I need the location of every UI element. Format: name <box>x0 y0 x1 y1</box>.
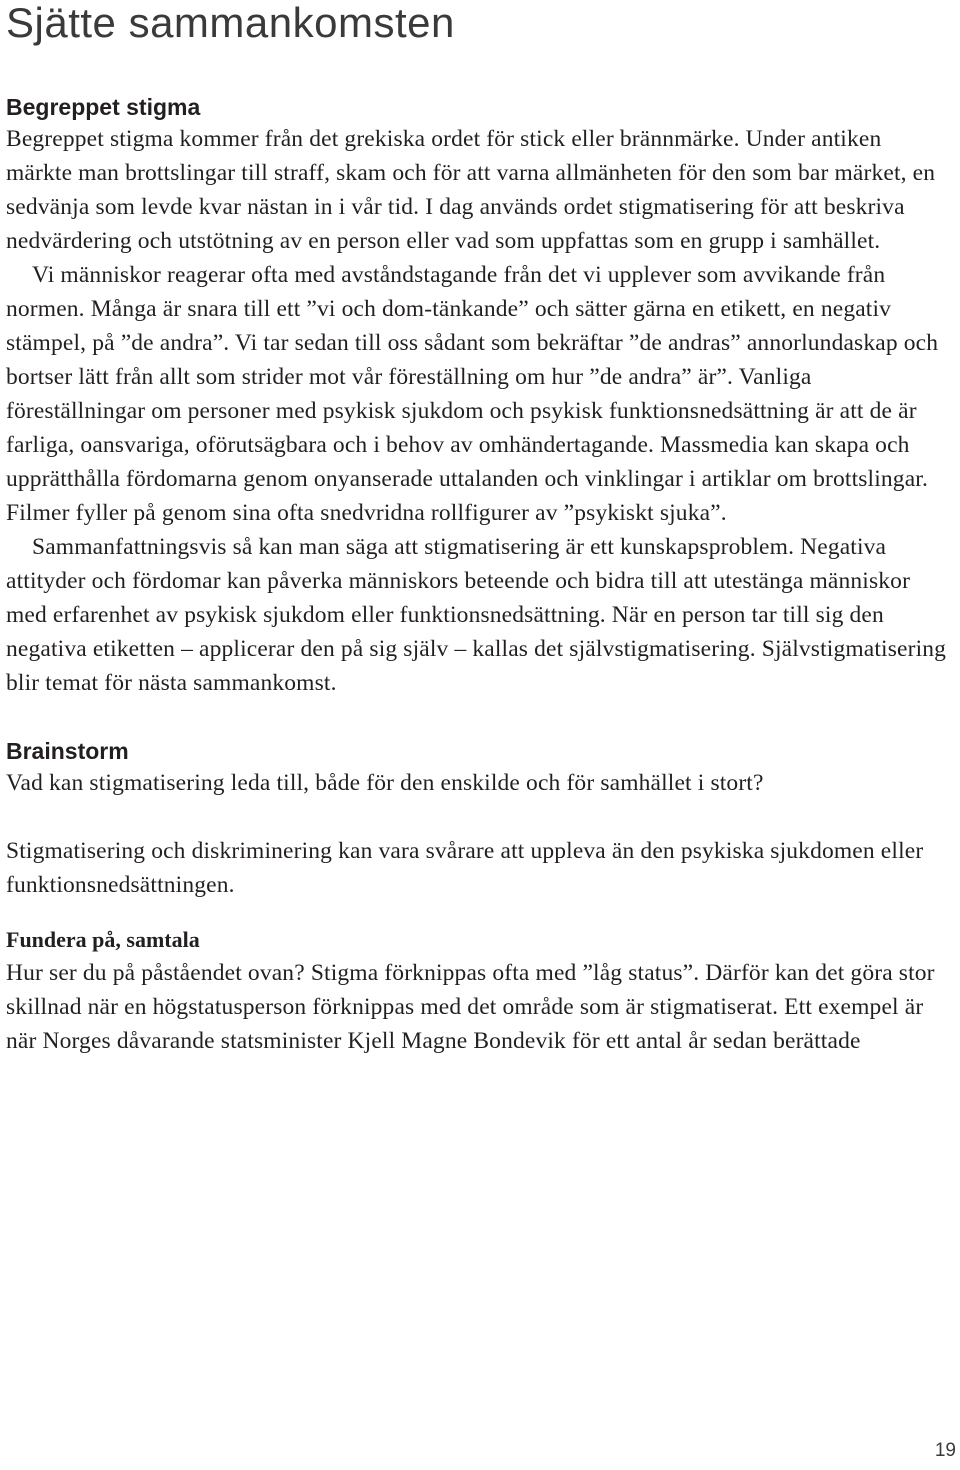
paragraph-stigma-origin: Begreppet stigma kommer från det grekiska ordet för stick eller brännmärke. Under antiken märkte man brottslingar till straff, skam och för att varna allmänheten för den som bar märket, en sedvänja som levde kvar nästan in i vår tid. I dag används ordet stigmatisering för att beskriva nedvärdering och utstötning av en person eller vad som uppfattas som en grupp i samhället. <box>6 126 936 254</box>
paragraph-norm-reaction: Vi människor reagerar ofta med avståndstagande från det vi upplever som avvikande från normen. Många är snara till ett ”vi och dom-tänkande” och sätter gärna en etikett, en negativ stämpel, på ”de andra”. Vi tar sedan till oss sådant som bekräftar ”de andras” annorlundaskap och bortser lätt från allt som strider mot vår föreställning om hur ”de andra” är”. Vanliga föreställningar om personer med psykisk sjukdom och psykisk funktionsnedsättning är att de är farliga, oansvariga, oförutsägbara och i behov av omhändertagande. Massmedia kan skapa och upprätthålla fördomarna genom onyanserade uttalanden och vinklingar i artiklar om brottslingar. Filmer fyller på genom sina ofta snedvridna rollfigurer av ”psykiskt sjuka”. <box>6 262 939 526</box>
section-heading-brainstorm: Brainstorm <box>6 738 129 764</box>
subheading-reflect: Fundera på, samtala <box>6 927 200 952</box>
paragraph-summary: Sammanfattningsvis så kan man säga att stigmatisering är ett kunskapsproblem. Negativa attityder och fördomar kan påverka människors beteende och bidra till att utestänga människor med erfarenhet av psykisk sjukdom eller funktionsnedsättning. När en person tar till sig den negativa etiketten – applicerar den på sig själv – kallas det självstigmatisering. Självstigmatisering blir temat för nästa sammankomst. <box>6 534 947 696</box>
paragraph-reflect: Hur ser du på påståendet ovan? Stigma förknippas ofta med ”låg status”. Därför kan det göra stor skillnad när en högstatusperson förknippas med det område som är stigmatiserat. Ett exempel är när Norges dåvarande statsminister Kjell Magne Bondevik för ett antal år sedan berättade <box>6 960 935 1054</box>
paragraph-statement: Stigmatisering och diskriminering kan vara svårare att uppleva än den psykiska sjukdomen eller funktionsnedsättningen. <box>6 838 924 898</box>
document-page <box>6 0 951 1058</box>
section-heading-stigma: Begreppet stigma <box>6 94 201 120</box>
page-number: 19 <box>934 1440 956 1461</box>
page-title: Sjätte sammankomsten <box>6 0 455 46</box>
paragraph-brainstorm-question: Vad kan stigmatisering leda till, både för den enskilde och för samhället i stort? <box>6 770 764 796</box>
